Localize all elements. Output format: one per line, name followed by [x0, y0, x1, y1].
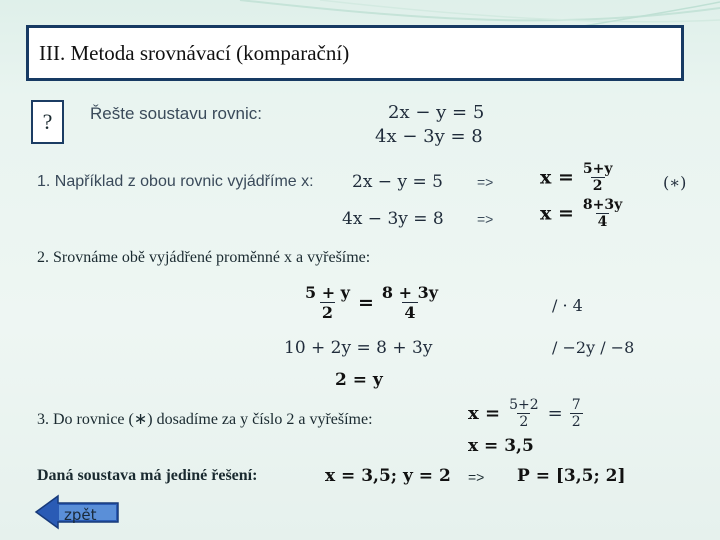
equals-sign: = — [357, 291, 374, 314]
slide-title — [26, 25, 684, 81]
step1-equation-2: 4x − 3y = 8 — [342, 209, 444, 229]
conclusion-values: x = 3,5; y = 2 — [325, 466, 451, 486]
fraction-denominator: 2 — [592, 178, 603, 194]
step3-fraction-2 — [570, 397, 583, 430]
conclusion-text: Daná soustava má jediné řešení: — [37, 467, 258, 484]
task-equation-2: 4x − 3y = 8 — [375, 126, 483, 147]
slide-title-text: III. Metoda srovnávací (komparační) — [39, 40, 350, 65]
step1-fraction-2 — [581, 197, 624, 230]
conclusion-arrow: => — [468, 469, 485, 485]
step2-line-3: 2 = y — [335, 370, 383, 390]
x-equals-label: x = — [540, 166, 574, 189]
step3-substitution — [468, 397, 583, 430]
step2-fraction-right — [380, 283, 440, 322]
step1-equation-1: 2x − y = 5 — [352, 172, 443, 192]
fraction-numerator: 8 + 3y — [381, 283, 439, 302]
back-button[interactable] — [34, 494, 120, 530]
question-mark: ? — [42, 109, 53, 134]
step2-operation-2: / −2y / −8 — [552, 338, 635, 357]
step2-fraction-left — [303, 283, 352, 322]
fraction-numerator: 7 — [571, 397, 581, 413]
star-marker: (∗) — [663, 173, 687, 192]
task-label: Řešte soustavu rovnic: — [90, 104, 262, 123]
question-mark-box — [31, 100, 64, 144]
step3-result: x = 3,5 — [468, 436, 534, 456]
x-equals-label: x = — [540, 202, 574, 225]
step1-arrow-1: => — [477, 174, 494, 190]
fraction-numerator: 5+2 — [509, 397, 539, 413]
fraction-numerator: 8+3y — [582, 197, 623, 213]
step1-fraction-1 — [581, 161, 615, 194]
step1-arrow-2: => — [477, 211, 494, 227]
step1-text: 1. Například z obou rovnic vyjádříme x: — [37, 173, 314, 190]
step2-fraction-equation — [303, 283, 440, 322]
fraction-denominator: 2 — [519, 414, 529, 430]
step3-text: 3. Do rovnice (∗) dosadíme za y číslo 2 a vyřešíme: — [37, 411, 373, 428]
x-equals-label: x = — [468, 403, 501, 424]
step2-operation-1: / · 4 — [552, 296, 583, 315]
fraction-numerator: 5+y — [582, 161, 613, 177]
step1-expression-1 — [540, 161, 614, 194]
fraction-denominator: 2 — [571, 414, 581, 430]
step2-line-2: 10 + 2y = 8 + 3y — [284, 338, 433, 358]
step3-fraction-1 — [507, 397, 541, 430]
fraction-numerator: 5 + y — [305, 283, 350, 302]
solution-set: P = [3,5; 2] — [517, 466, 626, 486]
back-button-label: zpět — [64, 506, 97, 524]
equals-sign: = — [547, 403, 563, 424]
task-equation-1: 2x − y = 5 — [388, 102, 485, 123]
fraction-denominator: 4 — [404, 303, 416, 322]
step1-expression-2 — [540, 197, 624, 230]
fraction-denominator: 2 — [321, 303, 334, 322]
fraction-denominator: 4 — [597, 214, 608, 230]
step2-text: 2. Srovnáme obě vyjádřené proměnné x a vyřešíme: — [37, 249, 371, 266]
